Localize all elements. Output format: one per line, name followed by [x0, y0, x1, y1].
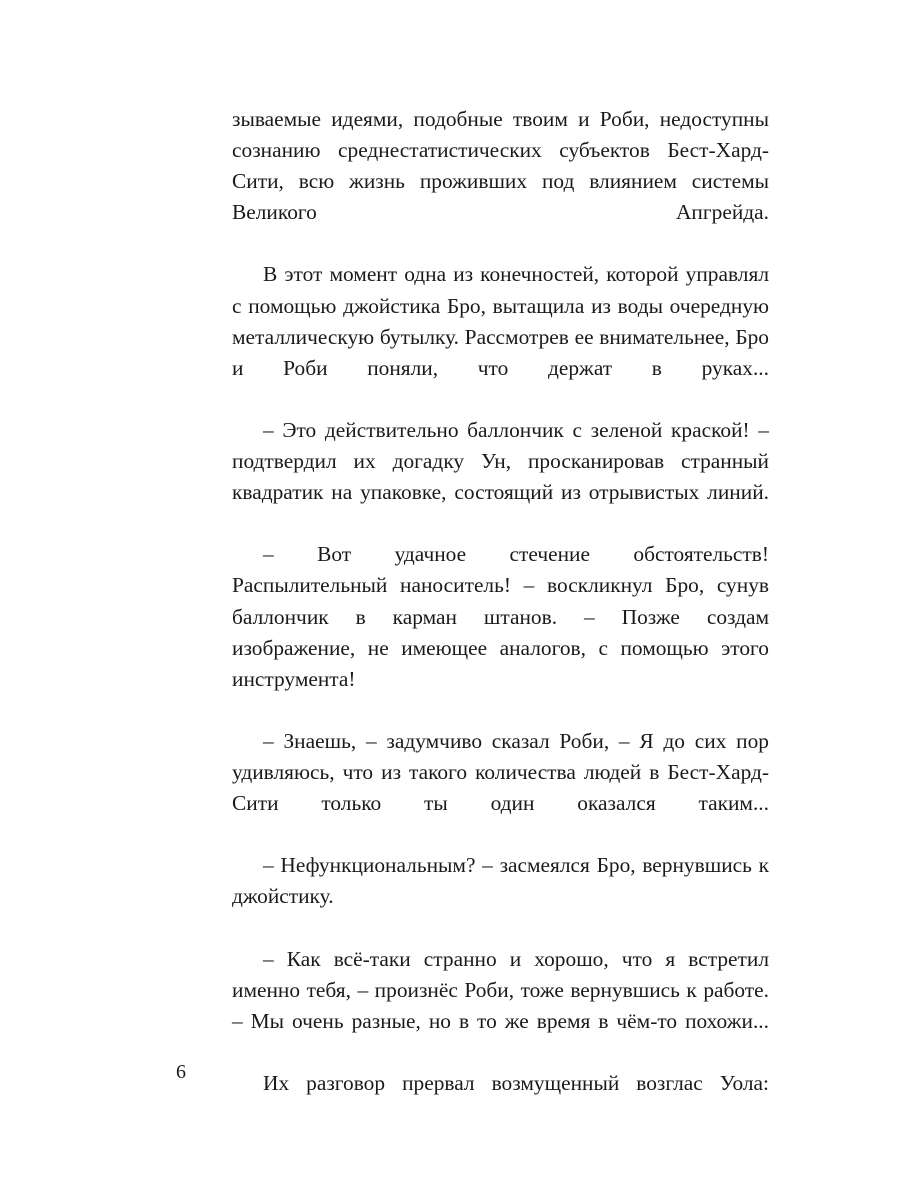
paragraph: – Как всё-таки странно и хорошо, что я встретил именно тебя, – произнёс Роби, тоже вернувшись к работе. – Мы очень разные, но в то же время в чём-то похожи... [232, 946, 769, 1033]
paragraph: зываемые идеями, подобные твоим и Роби, недоступны сознанию среднестатистических субъектов Бест-Хард-Сити, всю жизнь проживших под влиянием системы Великого Апгрейда. [232, 107, 769, 225]
page-text-column [232, 104, 769, 1130]
page-number: 6 [176, 1061, 186, 1083]
paragraph: Их разговор прервал возмущенный возглас Уола: [263, 1070, 769, 1095]
paragraph: – Вот удачное стечение обстоятельств! Распылительный наноситель! – воскликнул Бро, сунув баллончик в карман штанов. – Позже создам изображение, не имеющее аналогов, с помощью этого инструмента! [232, 542, 769, 691]
paragraph: – Это действительно баллончик с зеленой краской! – подтвердил их догадку Ун, просканировав странный квадратик на упаковке, состоящий из отрывистых линий. [232, 417, 769, 505]
paragraph: В этот момент одна из конечностей, которой управлял с помощью джойстика Бро, вытащила из воды очередную металлическую бутылку. Рассмотрев ее внимательнее, Бро и Роби поняли, что держат в руках... [232, 262, 769, 380]
paragraph: – Знаешь, – задумчиво сказал Роби, – Я до сих пор удивляюсь, что из такого количества людей в Бест-Хард-Сити только ты один оказался таким... [232, 728, 769, 816]
paragraph: – Нефункциональным? – засмеялся Бро, вернувшись к джойстику. [232, 853, 769, 909]
